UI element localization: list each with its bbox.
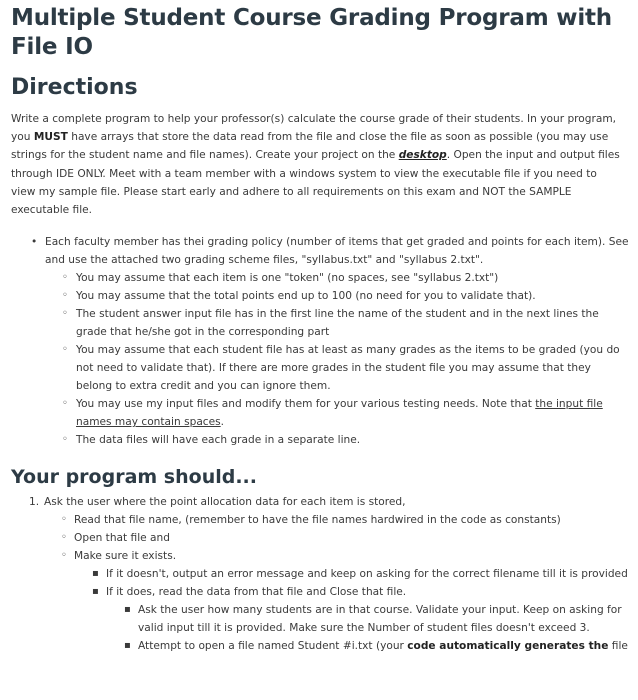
step-text: Ask the user where the point allocation data for each item is stored, bbox=[44, 496, 406, 509]
intro-text-2: have arrays that store the data read from the file and close the file as soon as possible (you may use strings for the student name and file names). Create your project on the bbox=[11, 131, 609, 162]
policy-subitem: ◦ You may assume that each item is one "token" (no spaces, see "syllabus 2.txt") bbox=[45, 269, 629, 287]
step-level3-text: If it does, read the data from that file and Close that file. bbox=[106, 586, 407, 599]
step-level3-item bbox=[74, 583, 629, 655]
policy-bullet bbox=[11, 233, 629, 449]
step-subitem-text: Make sure it exists. bbox=[74, 550, 177, 563]
directions-heading: Directions bbox=[11, 75, 138, 100]
policy-sublist bbox=[45, 269, 629, 449]
policy-subitem: ◦ You may assume that the total points end up to 100 (no need for you to validate that). bbox=[45, 287, 629, 305]
policy-subitem bbox=[45, 395, 629, 431]
step-level4-list bbox=[106, 601, 629, 655]
step-subitem bbox=[44, 547, 629, 655]
intro-must: MUST bbox=[33, 131, 68, 144]
policy-subitem: ◦ You may assume that each student file has at least as many grades as the items to be graded (you do not need to validate that). If there are more grades in the student file you may assume that they belong to extra credit and you can ignore them. bbox=[45, 341, 629, 395]
intro-desktop: desktop bbox=[398, 149, 447, 162]
filenames-spaces-note: the input file names may contain spaces bbox=[76, 398, 603, 429]
step-level3-list bbox=[74, 565, 629, 655]
step-level4-text: file bbox=[608, 640, 628, 653]
step-level4-item bbox=[106, 637, 629, 655]
steps-list bbox=[11, 493, 631, 655]
policy-list bbox=[11, 233, 631, 449]
step-subitem: ◦ Open that file and bbox=[44, 529, 629, 547]
step-level3-item: ▪ If it doesn't, output an error message and keep on asking for the correct filename till it is provided bbox=[74, 565, 629, 583]
policy-subitem-text: . bbox=[220, 416, 225, 429]
page-title: Multiple Student Course Grading Program with File IO bbox=[11, 5, 612, 60]
step-item bbox=[11, 493, 629, 655]
policy-subitem-text: You may use my input files and modify them for your various testing needs. Note that bbox=[76, 398, 536, 411]
step-sublist bbox=[44, 511, 629, 655]
step-level4-item: ▪ Ask the user how many students are in that course. Validate your input. Keep on asking for valid input till it is provided. Make sure the Number of student files doesn't exceed 3. bbox=[106, 601, 629, 637]
document-page bbox=[11, 0, 631, 655]
policy-bullet-text: Each faculty member has thei grading policy (number of items that get graded and points for each item). See and use the attached two grading scheme files, "syllabus.txt" and "syllabus 2.txt". bbox=[45, 236, 629, 267]
intro-text-1: Write a complete program to help your professor(s) calculate the course grade of their students. In your program, you bbox=[11, 113, 617, 144]
policy-subitem: ◦ The student answer input file has in the first line the name of the student and in the next lines the grade that he/she got in the corresponding part bbox=[45, 305, 629, 341]
step-subitem: ◦ Read that file name, (remember to have the file names hardwired in the code as constants) bbox=[44, 511, 629, 529]
intro-text-3: . Open the input and output files through IDE ONLY. Meet with a team member with a windows system to view the executable file if you need to view my sample file. Please start early and adhere to all requirements on this exam and NOT the SAMPLE executable file. bbox=[11, 149, 620, 217]
step-level4-text: Attempt to open a file named Student #i.txt (your bbox=[138, 640, 408, 653]
policy-subitem: ◦ The data files will have each grade in a separate line. bbox=[45, 431, 629, 449]
intro-paragraph bbox=[11, 110, 623, 219]
step-number: 1. bbox=[29, 496, 40, 509]
program-heading: Your program should... bbox=[11, 466, 257, 489]
step-level4-bold: code automatically generates the bbox=[407, 640, 609, 653]
